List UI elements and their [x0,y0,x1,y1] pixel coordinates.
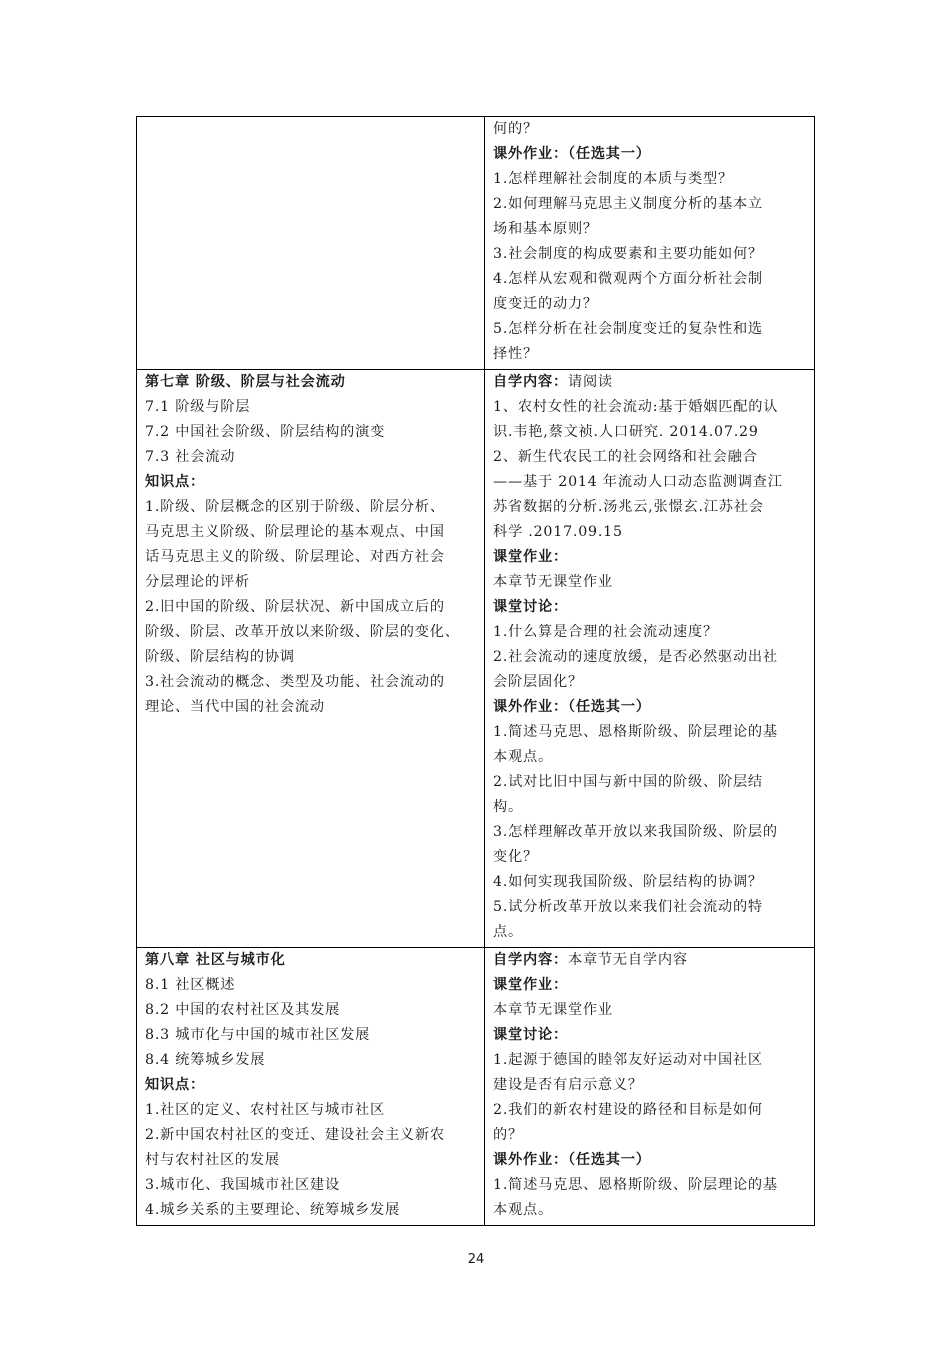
line-text: 本章节无自学内容 [567,952,688,968]
text-line: ——基于 2014 年流动人口动态监测调查江 [493,474,783,490]
text-line: 本章节无课堂作业 [493,574,613,590]
text-line: 本观点。 [493,1202,553,1218]
text-line: 本观点。 [493,749,553,765]
text-line: 5.怎样分析在社会制度变迁的复杂性和选 [493,321,763,337]
heading-line: 课堂讨论： [493,599,568,615]
heading-line: 课堂作业： [493,977,568,993]
heading-line: 第八章 社区与城市化 [145,952,286,968]
heading-line: 课堂讨论： [493,1027,568,1043]
text-line: 2.新中国农村社区的变迁、建设社会主义新农 [145,1127,445,1143]
text-line: 1.怎样理解社会制度的本质与类型？ [493,171,733,187]
text-line: 5.试分析改革开放以来我们社会流动的特 [493,899,763,915]
text-line: 3.怎样理解改革开放以来我国阶级、阶层的 [493,824,778,840]
table-row [137,117,815,370]
text-line: 8.1 社区概述 [145,977,236,993]
text-line: 点。 [493,924,523,940]
text-line: 理论、当代中国的社会流动 [145,699,325,715]
text-line: 7.3 社会流动 [145,449,236,465]
text-line: 1.社区的定义、农村社区与城市社区 [145,1102,385,1118]
heading-line: 知识点： [145,474,205,490]
text-line: 8.2 中国的农村社区及其发展 [145,1002,341,1018]
text-line: 1、农村女性的社会流动:基于婚姻匹配的认 [493,399,779,415]
heading-line: 课外作业：（任选其一） [493,699,651,715]
text-line: 2.旧中国的阶级、阶层状况、新中国成立后的 [145,599,445,615]
line-lead: 自学内容： [493,952,568,968]
heading-line: 课外作业：（任选其一） [493,146,651,162]
course-outline-table [136,116,815,1226]
text-line: 4.怎样从宏观和微观两个方面分析社会制 [493,271,763,287]
text-line: 8.4 统筹城乡发展 [145,1052,266,1068]
text-line: 4.城乡关系的主要理论、统筹城乡发展 [145,1202,400,1218]
line-lead: 自学内容： [493,374,568,390]
text-line: 苏省数据的分析.汤兆云,张憬玄.江苏社会 [493,499,764,515]
text-line: 阶级、阶层、改革开放以来阶级、阶层的变化、 [145,624,460,640]
heading-line: 课外作业：（任选其一） [493,1152,651,1168]
heading-line: 知识点： [145,1077,205,1093]
text-line: 何的？ [493,121,538,137]
text-line: 话马克思主义的阶级、阶层理论、对西方社会 [145,549,445,565]
text-line: 2.试对比旧中国与新中国的阶级、阶层结 [493,774,763,790]
text-line: 1.起源于德国的睦邻友好运动对中国社区 [493,1052,763,1068]
text-line: 2.我们的新农村建设的路径和目标是如何 [493,1102,763,1118]
text-line: 择性？ [493,346,538,362]
assignment-cell [485,117,815,370]
text-line [493,948,807,973]
text-line: 村与农村社区的发展 [145,1152,280,1168]
text-line: 建设是否有启示意义？ [493,1077,643,1093]
chapter-cell [137,370,485,948]
text-line: 2、新生代农民工的社会网络和社会融合 [493,449,758,465]
text-line: 构。 [493,799,523,815]
table-row [137,948,815,1226]
chapter-cell [137,117,485,370]
text-line: 的？ [493,1127,523,1143]
text-line: 本章节无课堂作业 [493,1002,613,1018]
text-line: 变化？ [493,849,538,865]
line-text: 请阅读 [567,374,613,390]
assignment-cell [485,948,815,1226]
table-body [137,117,815,1226]
text-line: 8.3 城市化与中国的城市社区发展 [145,1027,371,1043]
text-line: 1.简述马克思、恩格斯阶级、阶层理论的基 [493,1177,778,1193]
text-line: 2.如何理解马克思主义制度分析的基本立 [493,196,763,212]
text-line [493,370,807,395]
text-line: 1.阶级、阶层概念的区别于阶级、阶层分析、 [145,499,445,515]
text-line: 会阶层固化？ [493,674,583,690]
text-line: 2.社会流动的速度放缓，是否必然驱动出社 [493,649,778,665]
chapter-cell [137,948,485,1226]
heading-line: 课堂作业： [493,549,568,565]
page-number: 24 [467,1252,485,1267]
table-row [137,370,815,948]
text-line: 识.韦艳,蔡文祯.人口研究. 2014.07.29 [493,424,759,440]
text-line: 1.什么算是合理的社会流动速度？ [493,624,718,640]
text-line: 分层理论的评析 [145,574,250,590]
heading-line: 第七章 阶级、阶层与社会流动 [145,374,346,390]
text-line: 7.2 中国社会阶级、阶层结构的演变 [145,424,386,440]
text-line: 马克思主义阶级、阶层理论的基本观点、中国 [145,524,445,540]
text-line: 3.城市化、我国城市社区建设 [145,1177,340,1193]
text-line: 4.如何实现我国阶级、阶层结构的协调？ [493,874,763,890]
text-line: 3.社会制度的构成要素和主要功能如何？ [493,246,763,262]
text-line: 3.社会流动的概念、类型及功能、社会流动的 [145,674,445,690]
text-line: 场和基本原则？ [493,221,598,237]
text-line: 阶级、阶层结构的协调 [145,649,295,665]
text-line: 度变迁的动力？ [493,296,598,312]
text-line: 科学 .2017.09.15 [493,524,623,540]
text-line: 7.1 阶级与阶层 [145,399,251,415]
assignment-cell [485,370,815,948]
text-line: 1.简述马克思、恩格斯阶级、阶层理论的基 [493,724,778,740]
